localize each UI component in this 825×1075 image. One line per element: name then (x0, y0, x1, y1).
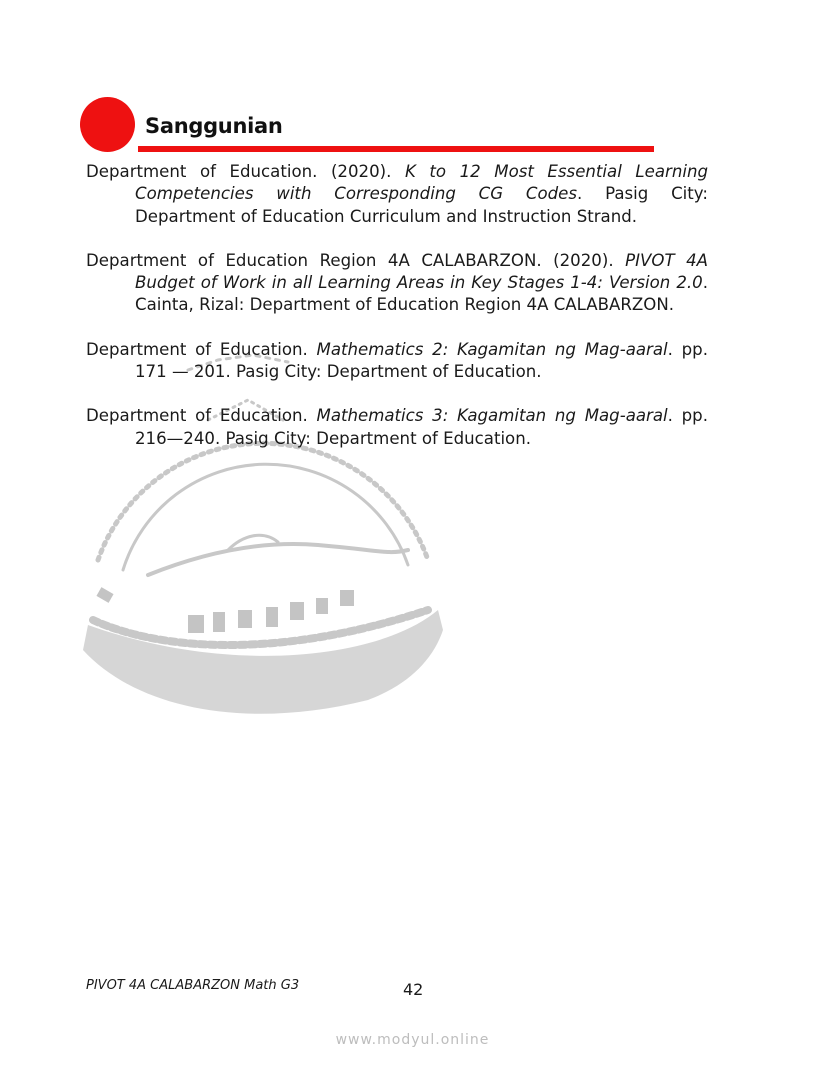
reference-author: Department of Education Region 4A CALABARZON. (2020). (86, 250, 626, 270)
reference-publisher: . Pasig City: Department of Education Curriculum and Instruction Strand. (135, 184, 708, 226)
reference-title: PIVOT 4A Budget of Work in all Learning Areas in Key Stages 1-4: Version 2.0 (135, 250, 709, 293)
reference-list (86, 161, 708, 472)
reference-publisher: . pp. 171 — 201. Pasig City: Department of Education. (135, 339, 708, 382)
page-number: 42 (403, 980, 424, 999)
footer-label: PIVOT 4A CALABARZON Math G3 (86, 978, 300, 993)
reference-publisher: . Cainta, Rizal: Department of Education Region 4A CALABARZON. (135, 273, 708, 315)
reference-item (86, 339, 708, 384)
reference-title: Mathematics 3: Kagamitan ng Mag-aaral (316, 406, 668, 426)
reference-item (86, 250, 708, 317)
section-marker-icon (80, 97, 135, 152)
reference-title: Mathematics 2: Kagamitan ng Mag-aaral (316, 339, 668, 359)
reference-title: K to 12 Most Essential Learning Competencies with Corresponding CG Codes (135, 162, 708, 204)
reference-author: Department of Education. (2020). (86, 162, 405, 181)
reference-author: Department of Education. (86, 406, 317, 426)
reference-author: Department of Education. (86, 339, 317, 359)
reference-item (86, 161, 708, 228)
section-title: Sanggunian (145, 114, 283, 138)
section-divider (138, 146, 654, 152)
site-watermark: www.modyul.online (335, 1032, 490, 1048)
reference-publisher: . pp. 216—240. Pasig City: Department of Education. (135, 406, 708, 448)
reference-item (86, 405, 708, 450)
